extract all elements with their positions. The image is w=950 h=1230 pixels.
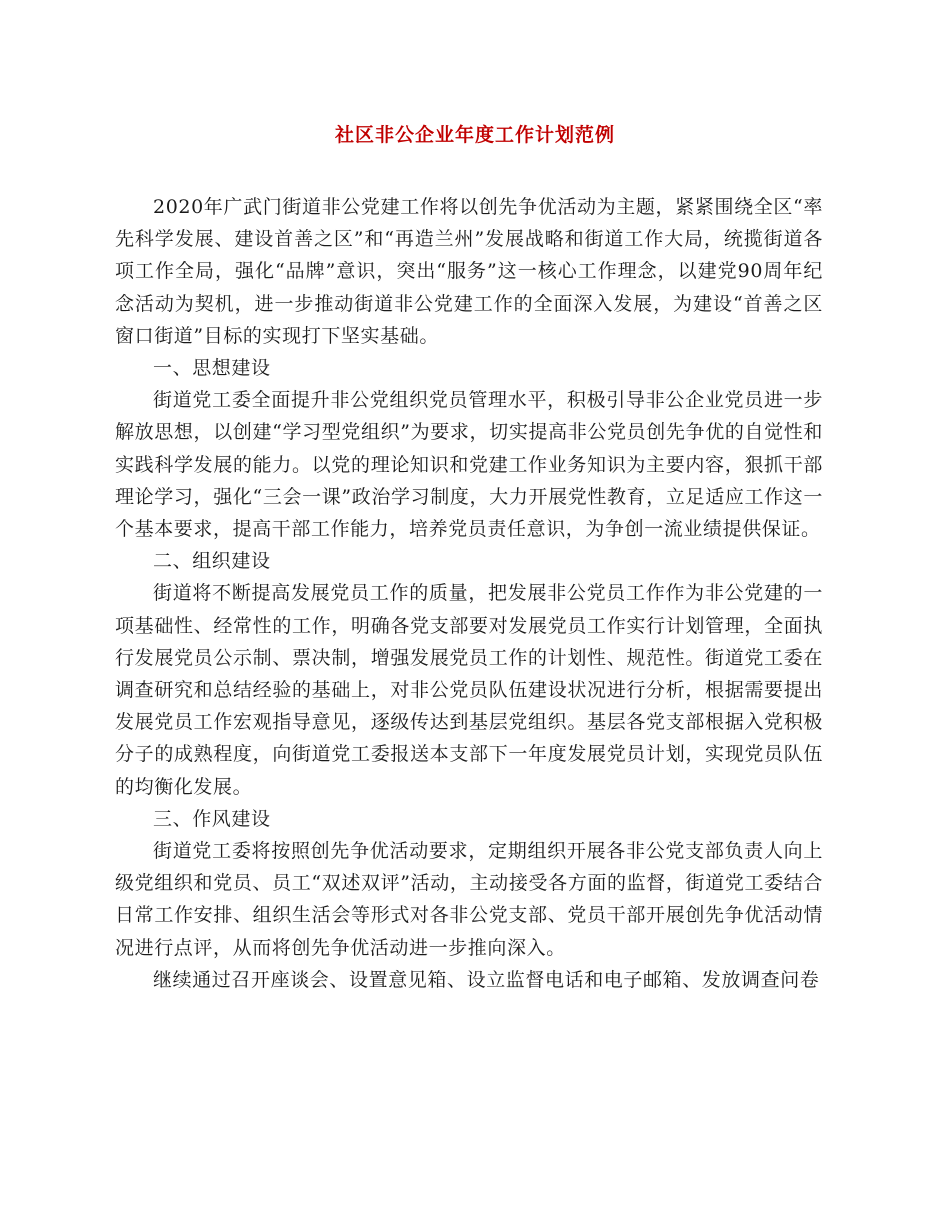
document-title: 社区非公企业年度工作计划范例 bbox=[334, 124, 615, 146]
section-heading-ideology: 一、思想建设 bbox=[153, 357, 271, 380]
intro-paragraph: 2020年广武门街道非公党建工作将以创先争优活动为主题，紧紧围绕全区“率先科学发展、建设首善之区”和“再造兰州”发展战略和街道工作大局，统揽街道各项工作全局，强化“品牌”意识，突出“服务”这一核心工作理念，以建党90周年纪念活动为契机，进一步推动街道非公党建工作的全面深入发展，为建设“首善之区窗口街道”目标的实现打下坚实基础。 bbox=[115, 196, 823, 347]
section-heading-work-style: 三、作风建设 bbox=[153, 807, 271, 830]
section-work-style-paragraph: 街道党工委将按照创先争优活动要求，定期组织开展各非公党支部负责人向上级党组织和党员、员工“双述双评”活动，主动接受各方面的监督，街道党工委结合日常工作安排、组织生活会等形式对各非公党支部、党员干部开展创先争优活动情况进行点评，从而将创先争优活动进一步推向深入。 bbox=[115, 840, 823, 959]
section-work-style-paragraph-continued: 继续通过召开座谈会、设置意见箱、设立监督电话和电子邮箱、发放调查问卷 bbox=[153, 968, 820, 991]
section-ideology-paragraph: 街道党工委全面提升非公党组织党员管理水平，积极引导非公企业党员进一步解放思想，以创建“学习型党组织”为要求，切实提高非公党员创先争优的自觉性和实践科学发展的能力。以党的理论知识和党建工作业务知识为主要内容，狠抓干部理论学习，强化“三会一课”政治学习制度，大力开展党性教育，立足适应工作这一个基本要求，提高干部工作能力，培养党员责任意识，为争创一流业绩提供保证。 bbox=[115, 389, 823, 541]
section-heading-organization: 二、组织建设 bbox=[153, 550, 271, 573]
section-organization-paragraph: 街道将不断提高发展党员工作的质量，把发展非公党员工作作为非公党建的一项基础性、经常性的工作，明确各党支部要对发展党员工作实行计划管理，全面执行发展党员公示制、票决制，增强发展党员工作的计划性、规范性。街道党工委在调查研究和总结经验的基础上，对非公党员队伍建设状况进行分析，根据需要提出发展党员工作宏观指导意见，逐级传达到基层党组织。基层各党支部根据入党积极分子的成熟程度，向街道党工委报送本支部下一年度发展党员计划，实现党员队伍的均衡化发展。 bbox=[115, 582, 823, 798]
document-body bbox=[115, 191, 823, 996]
